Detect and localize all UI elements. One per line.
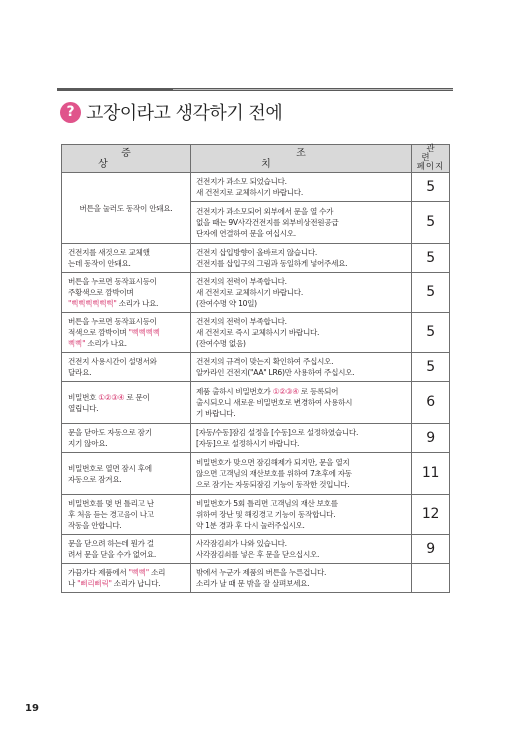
highlight-text: "삑삑"	[128, 568, 149, 577]
symptom-cell	[62, 382, 191, 424]
cell-text: 주황색으로 깜박이며	[68, 288, 134, 297]
page-ref-cell: 11	[412, 453, 450, 495]
page-ref-cell: 5	[412, 244, 450, 273]
cell-text: 단자에 연결하여 문을 여십시오.	[196, 229, 296, 238]
page-ref-cell: 12	[412, 495, 450, 535]
cell-text: 건전지가 과소모 되었습니다.	[196, 177, 287, 186]
cell-text: 소리	[148, 568, 166, 577]
page-ref-cell: 9	[412, 424, 450, 453]
symptom-cell	[62, 273, 191, 313]
cell-text: 건전지 삽입방향이 올바르지 않습니다.	[196, 248, 318, 257]
cell-text: 지기 않아요.	[68, 439, 108, 448]
action-cell	[191, 564, 412, 593]
cell-text: 비밀번호가 5회 틀리면 고객님의 재산 보호를	[196, 499, 338, 508]
section-header	[60, 101, 282, 123]
action-cell	[191, 495, 412, 535]
table-row	[62, 382, 450, 424]
cell-text: [자동]으로 설정하시기 바랍니다.	[196, 439, 300, 448]
cell-text: 새 건전지로 교체하시기 바랍니다.	[196, 288, 303, 297]
page-ref-cell	[412, 564, 450, 593]
cell-text: 버튼을 누르면 동작표시등이	[68, 317, 157, 326]
cell-text: 소리가 나요.	[116, 299, 159, 308]
cell-text: 사각잠김쇠를 넣은 후 문을 닫으십시오.	[196, 550, 320, 559]
cell-text: 문을 닫으려 하는데 뭔가 걸	[68, 539, 154, 548]
cell-text: 알카라인 건전지("AA" LR6)만 사용하여 주십시오.	[196, 368, 355, 377]
table-row	[62, 495, 450, 535]
symptom-cell	[62, 424, 191, 453]
symptom-cell	[62, 453, 191, 495]
cell-text: 약 1분 경과 후 다시 눌러주십시오.	[196, 521, 305, 530]
page-ref-cell: 5	[412, 353, 450, 382]
cell-text: 작동을 안합니다.	[68, 521, 122, 530]
page-ref-cell: 5	[412, 313, 450, 353]
cell-text: 건전지를 삽입구의 그림과 동일하게 넣어주세요.	[196, 259, 348, 268]
cell-text: 기 바랍니다.	[196, 409, 236, 418]
table-row	[62, 424, 450, 453]
highlight-text: 삑삑"	[68, 339, 86, 348]
page-number: 19	[25, 703, 39, 714]
table-row	[62, 313, 450, 353]
cell-text: 비밀번호로 열면 잠시 후에	[68, 463, 152, 473]
symptom-cell	[62, 313, 191, 353]
cell-text: 건전지의 규격이 맞는지 확인하여 주십시오.	[196, 357, 334, 366]
action-cell	[191, 273, 412, 313]
cell-text: 않으면 고객님의 재산보호를 위하여 7초후에 자동	[196, 469, 352, 478]
cell-text: 사각잠김쇠가 나와 있습니다.	[196, 539, 287, 548]
highlight-text: "삐리삐릭"	[77, 579, 112, 588]
cell-text: 건전지가 과소모되어 외부에서 문을 열 수가	[196, 207, 334, 216]
cell-text: 후 처음 듣는 경고음이 나고	[68, 510, 154, 519]
page-ref-cell: 5	[412, 273, 450, 313]
cell-text: 자동으로 잠겨요.	[68, 474, 122, 484]
header-action: 조 치	[191, 145, 412, 173]
cell-text: 출시되오니 새로운 비밀번호로 변경하여 사용하시	[196, 398, 353, 407]
highlight-text: ①②③④	[98, 392, 125, 402]
cell-text: 없을 때는 9V사각건전지를 외부비상전원공급	[196, 218, 339, 227]
cell-text: 건전지를 새것으로 교체했	[68, 248, 150, 257]
cell-text: 위하여 장난 및 해킹경고 기능이 동작합니다.	[196, 510, 336, 519]
cell-text: 버튼을 눌러도 동작이 안돼요.	[79, 203, 173, 213]
cell-text: 열립니다.	[68, 403, 99, 413]
cell-text: 비밀번호를 몇 번 틀리고 난	[68, 499, 154, 508]
action-cell	[191, 453, 412, 495]
page-ref-cell: 5	[412, 173, 450, 202]
question-circle-icon: ?	[60, 102, 81, 123]
cell-text: 로 등록되어	[298, 387, 339, 396]
cell-text: 버튼을 누르면 동작표시등이	[68, 277, 157, 286]
highlight-text: ①②③④	[272, 387, 299, 396]
cell-text: 비밀번호가 맞으면 잠김해제가 되지만, 문을 열지	[196, 458, 350, 467]
table-row	[62, 564, 450, 593]
cell-text: (잔여수명 약 10일)	[196, 299, 257, 308]
symptom-cell	[62, 244, 191, 273]
header-page: 관 련 페이지	[412, 145, 450, 173]
action-cell	[191, 353, 412, 382]
troubleshooting-table	[61, 144, 450, 593]
table-row	[62, 173, 450, 202]
cell-text: 건전지의 전력이 부족합니다.	[196, 317, 287, 326]
symptom-cell	[62, 173, 191, 244]
symptom-cell	[62, 535, 191, 564]
cell-text: (잔여수명 없음)	[196, 339, 246, 348]
page-title: 고장이라고 생각하기 전에	[86, 103, 283, 124]
table-header-row	[62, 145, 450, 173]
cell-text: 나	[68, 579, 78, 588]
cell-text: 새 건전지로 즉시 교체하시기 바랍니다.	[196, 328, 320, 337]
cell-text: 적색으로 깜박이며	[68, 328, 129, 337]
cell-text: 소리가 나요.	[85, 339, 127, 348]
table-row	[62, 535, 450, 564]
cell-text: 로 문이	[124, 392, 150, 402]
cell-text: 건전지 사용시간이 설명서와	[68, 357, 157, 366]
cell-text: 새 건전지로 교체하시기 바랍니다.	[196, 188, 303, 197]
cell-text: 비밀번호	[68, 392, 99, 402]
cell-text: [자동/수동]잠김 설정을 [수동]으로 설정하였습니다.	[196, 428, 359, 437]
action-cell	[191, 244, 412, 273]
page-ref-cell: 9	[412, 535, 450, 564]
table-row	[62, 244, 450, 273]
header-symptom: 증 상	[62, 145, 191, 173]
symptom-cell	[62, 353, 191, 382]
cell-text: 밖에서 누군가 제품의 버튼을 누른겁니다.	[196, 568, 327, 577]
symptom-cell	[62, 495, 191, 535]
symptom-cell	[62, 564, 191, 593]
top-rule	[57, 88, 453, 91]
cell-text: 려서 문을 닫을 수가 없어요.	[68, 550, 156, 559]
action-cell	[191, 313, 412, 353]
table-row	[62, 453, 450, 495]
action-cell	[191, 424, 412, 453]
cell-text: 소리가 납니다.	[111, 579, 161, 588]
cell-text: 문을 닫아도 자동으로 잠기	[68, 428, 152, 437]
cell-text: 건전지의 전력이 부족합니다.	[196, 277, 287, 286]
cell-text: 으로 잠기는 자동되잠김 기능이 동작한 것입니다.	[196, 480, 350, 489]
cell-text: 제품 출하시 비밀번호가	[196, 387, 273, 396]
highlight-text: "삑삑삑삑	[128, 328, 160, 337]
page-ref-cell: 5	[412, 202, 450, 244]
cell-text: 는데 동작이 안돼요.	[68, 259, 131, 268]
action-cell	[191, 202, 412, 244]
cell-text: 소리가 날 때 문 밖을 잘 살펴보세요.	[196, 579, 310, 588]
page-ref-cell: 6	[412, 382, 450, 424]
table-row	[62, 273, 450, 313]
table-row	[62, 353, 450, 382]
highlight-text: "삑삑삑삑삑삑"	[68, 299, 117, 308]
action-cell	[191, 173, 412, 202]
cell-text: 달라요.	[68, 368, 92, 377]
action-cell	[191, 535, 412, 564]
cell-text: 가끔가다 제품에서	[68, 568, 129, 577]
action-cell	[191, 382, 412, 424]
